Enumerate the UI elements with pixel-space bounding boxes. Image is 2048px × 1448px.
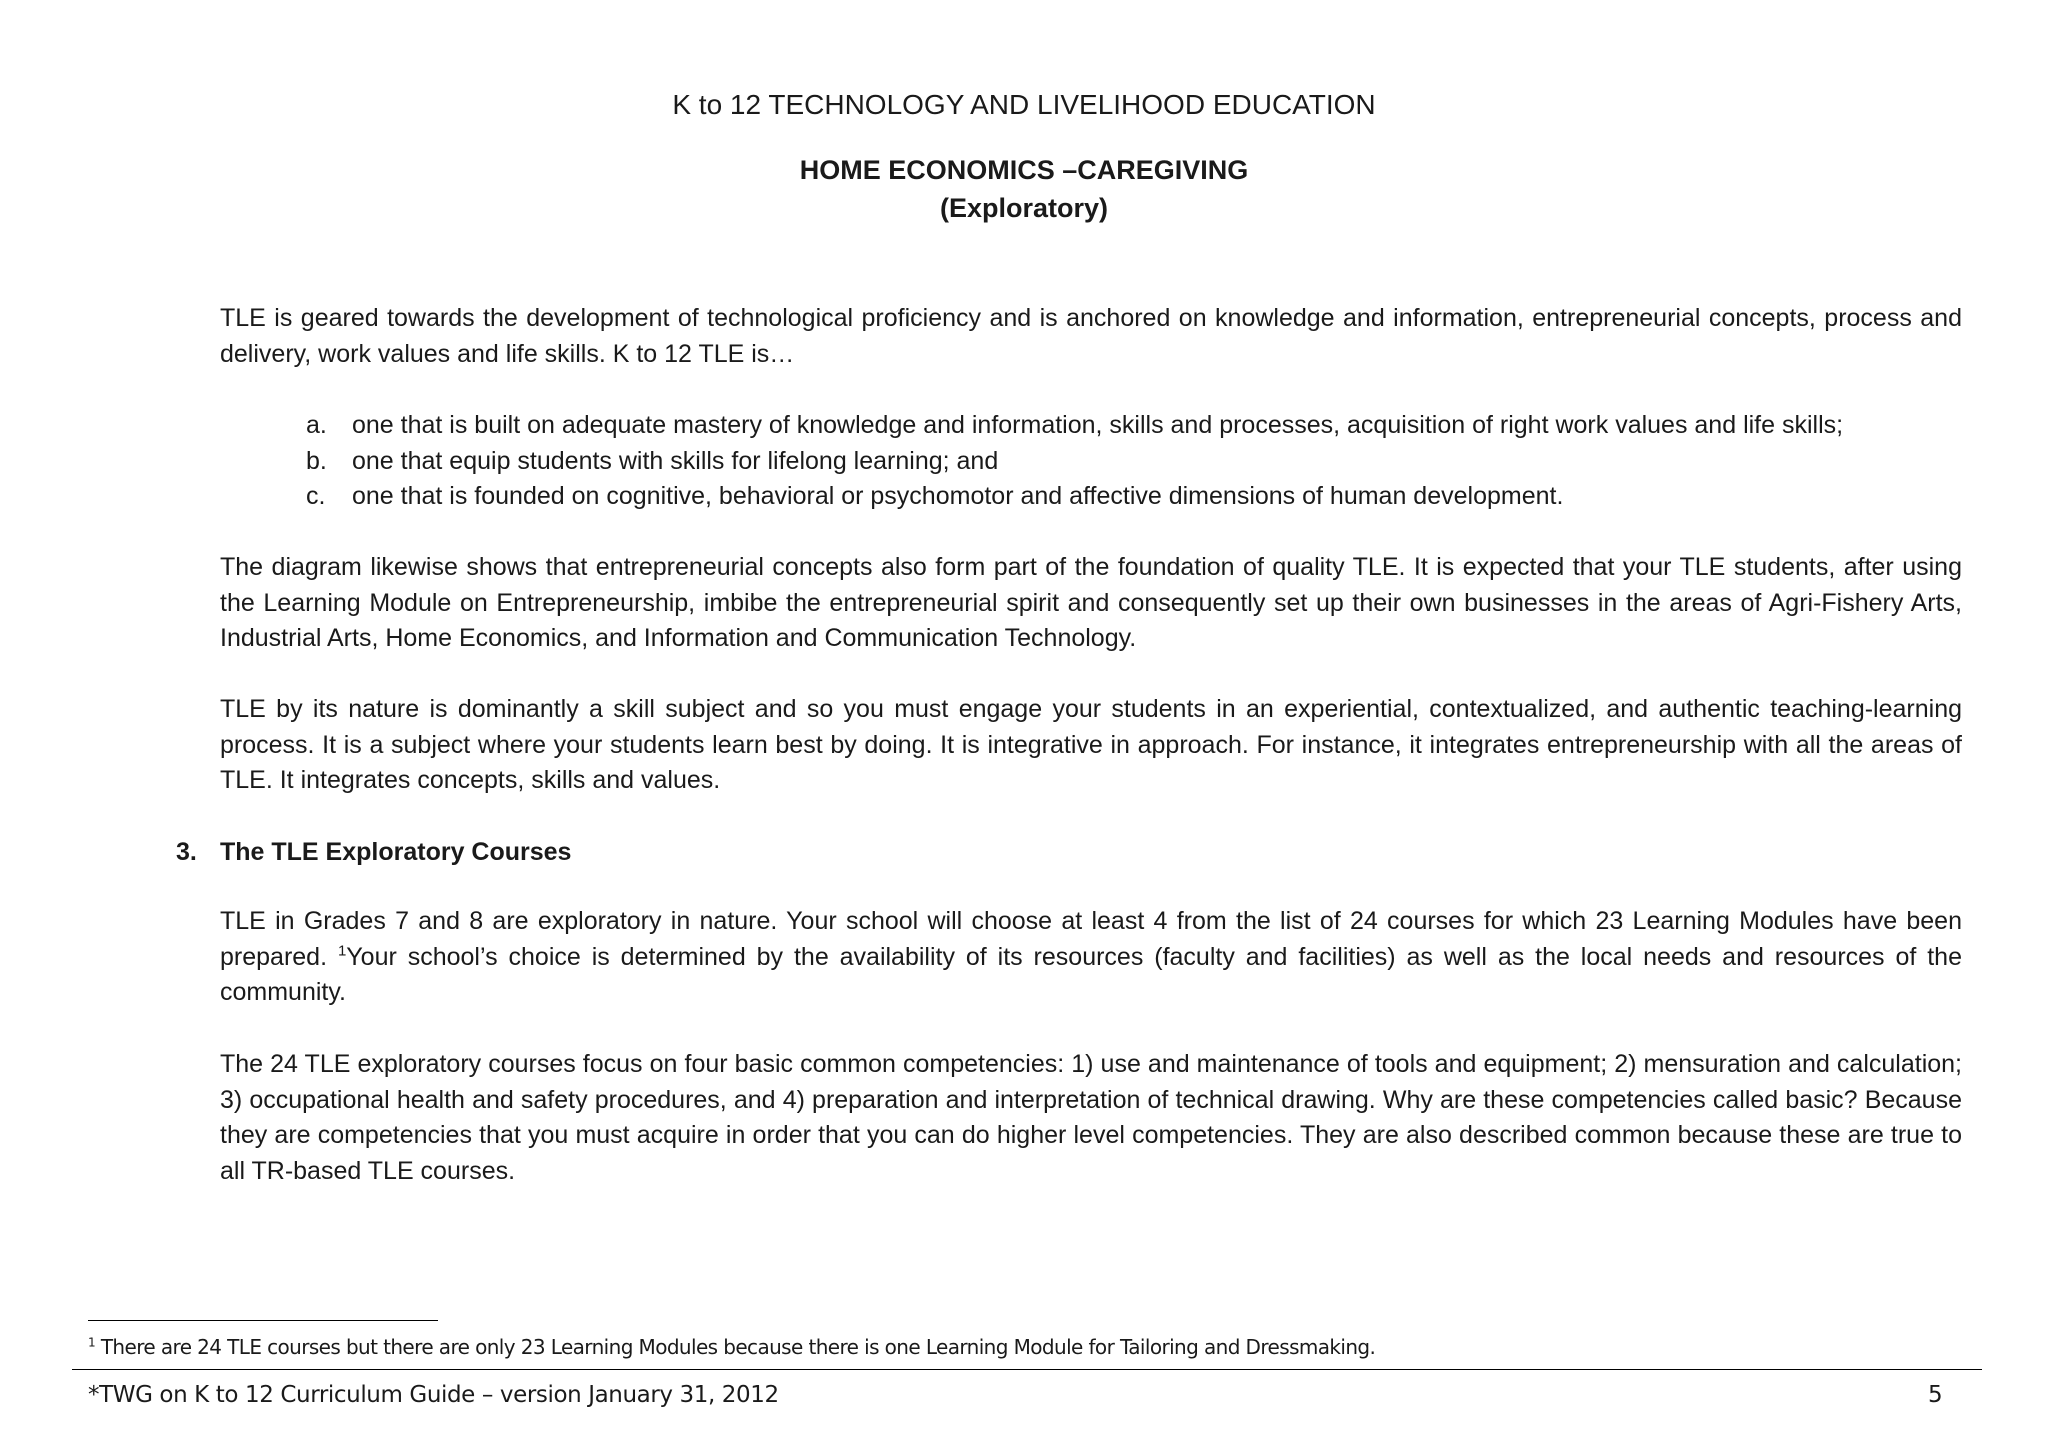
competencies-paragraph: The 24 TLE exploratory courses focus on four basic common competencies: 1) use and maintenance of tools and equipment; 2) mensuration and calculation; 3) occupational health and safety procedures, and 4) preparation and interpretation of technical drawing. Why are these competencies called basic? Because they are competencies that you must acquire in order that you can do higher level competencies. They are also described common because these are true to all TR-based TLE courses. (220, 1050, 1962, 1185)
section-number: 3. (176, 838, 197, 866)
grades-text-end: Your school’s choice is determined by the availability of its resources (faculty and facilities) as well as the local needs and resources of the community. (220, 942, 1962, 1006)
footer-source: *TWG on K to 12 Curriculum Guide – version January 31, 2012 (88, 1382, 779, 1408)
footnote-reference[interactable]: 1 (337, 942, 347, 960)
footnote-divider (88, 1320, 438, 1321)
nature-paragraph: TLE by its nature is dominantly a skill subject and so you must engage your students in an experiential, contextualized, and authentic teaching-learning process. It is a subject where your students learn best by doing. It is integrative in approach. For instance, it integrates entrepreneurship with all the areas of TLE. It integrates concepts, skills and values. (220, 695, 1962, 794)
intro-paragraph: TLE is geared towards the development of technological proficiency and is anchored on knowledge and information, entrepreneurial concepts, process and delivery, work values and life skills. K to 12 TLE is… (220, 304, 1962, 368)
tle-characteristics-list (306, 408, 1986, 515)
diagram-paragraph: The diagram likewise shows that entrepreneurial concepts also form part of the foundation of quality TLE. It is expected that your TLE students, after using the Learning Module on Entrepreneurship, imbibe the entrepreneurial spirit and consequently set up their own businesses in the areas of Agri-Fishery Arts, Industrial Arts, Home Economics, and Information and Communication Technology. (220, 553, 1962, 652)
list-item (306, 444, 1986, 480)
section-title: The TLE Exploratory Courses (220, 838, 572, 866)
footnote-text: There are 24 TLE courses but there are only 23 Learning Modules because there is one Learning Module for Tailoring and Dressmaking. (100, 1335, 1376, 1359)
list-marker: a. (306, 411, 327, 439)
footer-divider (72, 1369, 1982, 1370)
page-number: 5 (1928, 1382, 1943, 1408)
grades-paragraph (220, 904, 1962, 1011)
section-heading (176, 834, 571, 870)
document-title: K to 12 TECHNOLOGY AND LIVELIHOOD EDUCATION (672, 89, 1376, 120)
document-subtitle-qualifier: (Exploratory) (939, 193, 1109, 223)
list-marker: c. (306, 482, 326, 510)
document-subtitle: HOME ECONOMICS –CAREGIVING (799, 155, 1249, 185)
footnote-number: 1 (88, 1335, 96, 1350)
list-item-text: one that equip students with skills for lifelong learning; and (352, 446, 999, 475)
grades-text-start: TLE in Grades 7 and 8 are exploratory in nature. Your school will choose at least 4 from the list of 24 courses for which 23 Learning Modules have been prepared. (220, 907, 1962, 971)
list-marker: b. (306, 446, 327, 475)
list-item-text: one that is founded on cognitive, behavioral or psychomotor and affective dimensions of human development. (352, 482, 1564, 510)
list-item (306, 479, 1986, 515)
list-item (306, 408, 1986, 444)
list-item-text: one that is built on adequate mastery of knowledge and information, skills and processes, acquisition of right work values and life skills; (352, 411, 1844, 439)
footnote (88, 1334, 1375, 1360)
